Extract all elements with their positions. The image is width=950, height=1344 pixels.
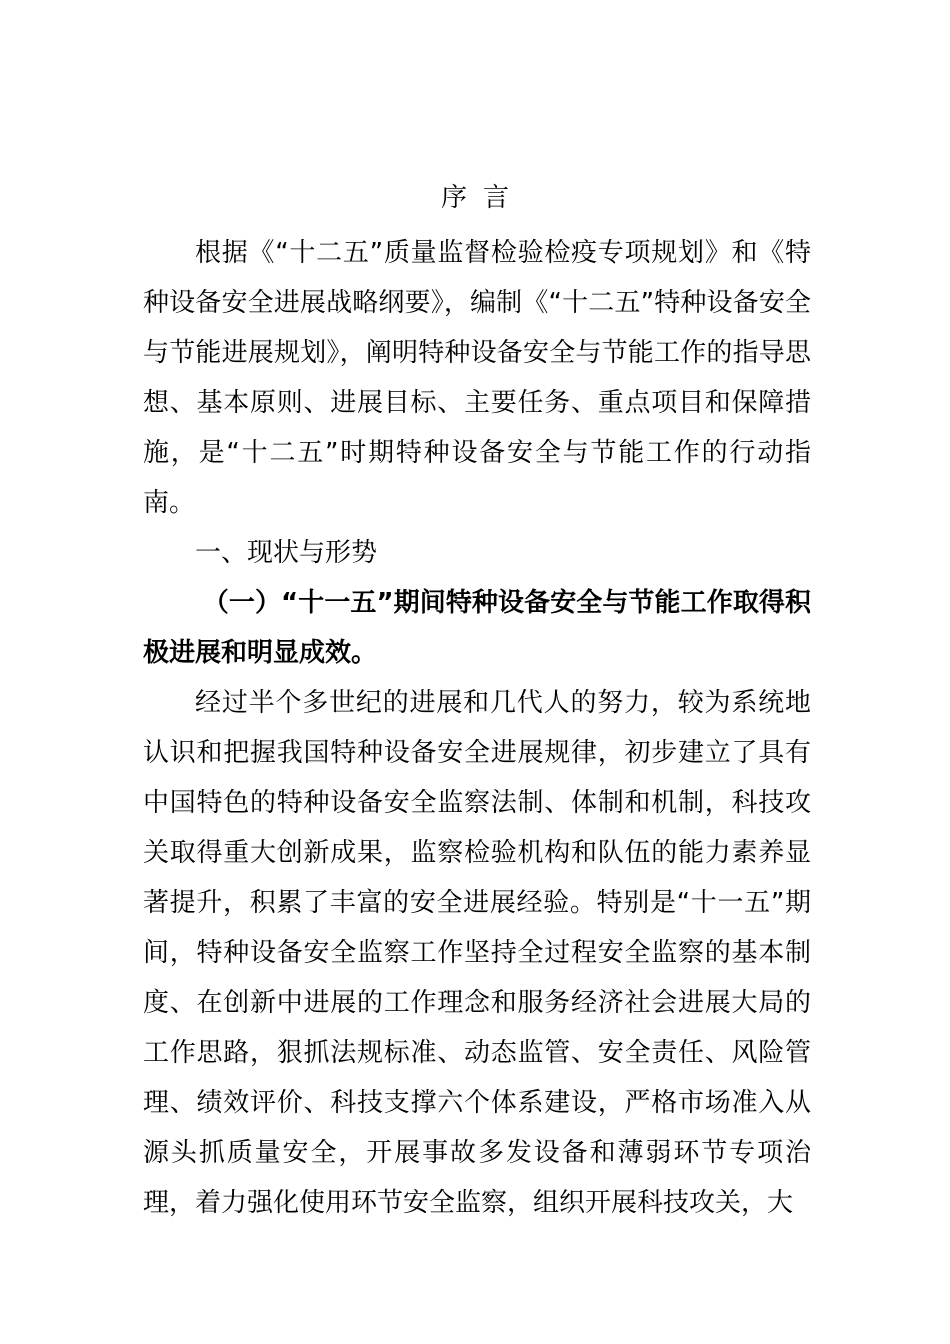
document-body [143,228,811,1228]
document-title: 序言 [440,183,525,213]
preface-paragraph: 根据《“十二五”质量监督检验检疫专项规划》和《特种设备安全进展战略纲要》，编制《“十二五”特种设备安全与节能进展规划》，阐明特种设备安全与节能工作的指导思想、基本原则、进展目标、主要任务、重点项目和保障措施，是“十二五”时期特种设备安全与节能工作的行动指南。 [143,238,811,518]
subsection-heading: （一）“十一五”期间特种设备安全与节能工作取得积极进展和明显成效。 [143,588,811,668]
body-paragraph: 经过半个多世纪的进展和几代人的努力，较为系统地认识和把握我国特种设备安全进展规律，初步建立了具有中国特色的特种设备安全监察法制、体制和机制，科技攻关取得重大创新成果，监察检验机构和队伍的能力素养显著提升，积累了丰富的安全进展经验。特别是“十一五”期间，特种设备安全监察工作坚持全过程安全监察的基本制度、在创新中进展的工作理念和服务经济社会进展大局的工作思路，狠抓法规标准、动态监管、安全责任、风险管理、绩效评价、科技支撑六个体系建设，严格市场准入从源头抓质量安全，开展事故多发设备和薄弱环节专项治理，着力强化使用环节安全监察，组织开展科技攻关，大 [143,688,811,1218]
section-heading: 一、现状与形势 [195,538,378,568]
